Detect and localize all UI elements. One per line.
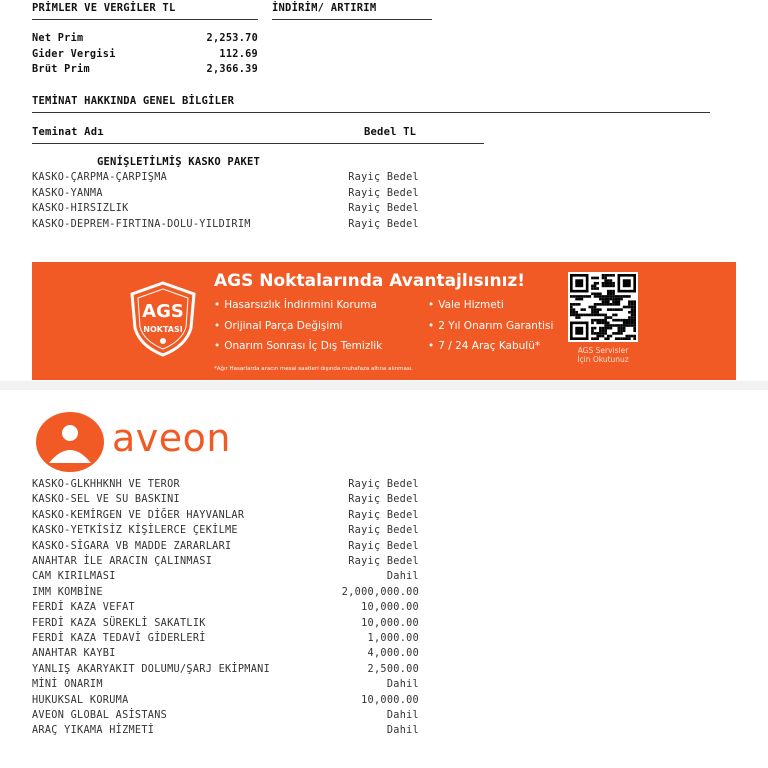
table-row-label: KASKO-YETKİSİZ KİŞİLERCE ÇEKİLME [32, 525, 238, 537]
table-row-value: 1,000.00 [367, 633, 419, 644]
table-row-value: Dahil [386, 710, 419, 721]
table-row-label: KASKO-DEPREM-FIRTINA-DOLU-YILDIRIM [32, 218, 251, 230]
table-row-label: ANAHTAR İLE ARACIN ÇALINMASI [32, 556, 213, 567]
table-row-value: 2,500.00 [367, 663, 419, 675]
table-row-value: 10,000.00 [361, 602, 419, 614]
coverage-title: TEMİNAT HAKKINDA GENEL BİLGİLER [32, 95, 235, 107]
qr-code-pattern [570, 274, 636, 340]
qr-caption-line2: İçin Okutunuz [577, 355, 629, 364]
table-row-value: 10,000.00 [361, 617, 419, 629]
table-row-label: KASKO-ÇARPMA-ÇARPIŞMA [32, 172, 168, 183]
table-row-value: 4,000.00 [367, 648, 419, 660]
package-title: GENİŞLETİLMİŞ KASKO PAKET [97, 156, 261, 168]
table-row-label: AVEON GLOBAL ASİSTANS [32, 710, 168, 721]
table-row-value: 112.69 [219, 48, 258, 60]
ags-badge-bottom: NOKTASI [143, 325, 183, 334]
table-row-label: KASKO-YANMA [32, 187, 103, 199]
table-row-value: Dahil [386, 679, 419, 691]
table-row-value: Rayiç Bedel [348, 172, 419, 183]
table-row-value: 2,000,000.00 [341, 586, 419, 598]
table-row-value: Rayiç Bedel [348, 540, 419, 552]
table-row-label: KASKO-KEMİRGEN VE DİĞER HAYVANLAR [32, 509, 245, 521]
discount-title: İNDİRİM/ ARTIRIM [272, 2, 377, 14]
table-row-label: CAM KIRILMASI [32, 571, 116, 583]
table-row-label: KASKO-GLKHHKNH VE TEROR [32, 479, 180, 490]
table-row-value: Rayiç Bedel [348, 556, 419, 567]
table-row-value: Rayiç Bedel [348, 509, 419, 521]
table-row-label: IMM KOMBİNE [32, 586, 103, 598]
ags-badge-top: AGS [142, 301, 184, 322]
table-row-label: KASKO-SEL VE SU BASKINI [32, 494, 180, 506]
table-row-value: Rayiç Bedel [348, 494, 419, 506]
premiums-title: PRİMLER VE VERGİLER TL [32, 2, 176, 14]
qr-code-icon[interactable] [568, 272, 638, 342]
table-row-label: MİNİ ONARIM [32, 679, 103, 691]
table-row-label: Net Prim [32, 33, 84, 44]
banner-bullet: • Vale Hizmeti [428, 299, 504, 311]
table-row-value: 2,253.70 [206, 33, 258, 44]
table-row-label: ANAHTAR KAYBI [32, 648, 116, 660]
table-row-value: Rayiç Bedel [348, 203, 419, 214]
table-row-label: FERDİ KAZA SÜREKLİ SAKATLIK [32, 617, 206, 629]
banner-bullet: • Onarım Sonrası İç Dış Temizlik [214, 340, 382, 352]
banner-footnote: *Ağır Hasarlarda aracın mesai saatleri dışında muhafaza altına alınması. [214, 366, 413, 372]
discount-title-underline [272, 19, 432, 20]
premiums-title-underline [32, 19, 258, 20]
banner-bullet: • Orijinal Parça Değişimi [214, 320, 342, 332]
table-row-value: Rayiç Bedel [348, 218, 419, 230]
table-row-value: Dahil [386, 571, 419, 583]
banner-bullet: • 7 / 24 Araç Kabulü* [428, 340, 540, 352]
table-row-label: Brüt Prim [32, 64, 90, 75]
table-row-label: ARAÇ YIKAMA HİZMETİ [32, 725, 155, 737]
table-row-label: KASKO-HIRSIZLIK [32, 203, 129, 214]
qr-caption-line1: AGS Servisler [577, 346, 629, 355]
col-header-underline [32, 143, 484, 144]
banner-bullet: • Hasarsızlık İndirimini Koruma [214, 299, 377, 311]
banner-title: AGS Noktalarında Avantajlısınız! [214, 271, 526, 291]
page-break-band [0, 381, 768, 390]
banner-bullet: • 2 Yıl Onarım Garantisi [428, 320, 553, 332]
table-row-label: HUKUKSAL KORUMA [32, 694, 129, 706]
col-header-limit: Bedel TL [364, 126, 417, 138]
table-row-label: FERDİ KAZA TEDAVİ GİDERLERİ [32, 633, 206, 644]
aveon-logo-text: aveon [112, 416, 231, 460]
ags-banner [32, 262, 736, 380]
table-row-value: Rayiç Bedel [348, 525, 419, 537]
table-row-label: FERDİ KAZA VEFAT [32, 602, 135, 614]
table-row-value: 2,366.39 [206, 64, 258, 75]
table-row-value: 10,000.00 [361, 694, 419, 706]
ags-shield-icon [128, 280, 198, 358]
aveon-logo-icon [35, 411, 105, 473]
coverage-title-underline [32, 112, 710, 113]
table-row-value: Dahil [386, 725, 419, 737]
table-row-label: YANLIŞ AKARYAKIT DOLUMU/ŞARJ EKİPMANI [32, 663, 271, 675]
table-row-label: KASKO-SİGARA VB MADDE ZARARLARI [32, 540, 232, 552]
table-row-value: Rayiç Bedel [348, 479, 419, 490]
table-row-label: Gider Vergisi [32, 48, 116, 60]
table-row-value: Rayiç Bedel [348, 187, 419, 199]
col-header-name: Teminat Adı [32, 126, 104, 138]
qr-caption [568, 346, 638, 364]
